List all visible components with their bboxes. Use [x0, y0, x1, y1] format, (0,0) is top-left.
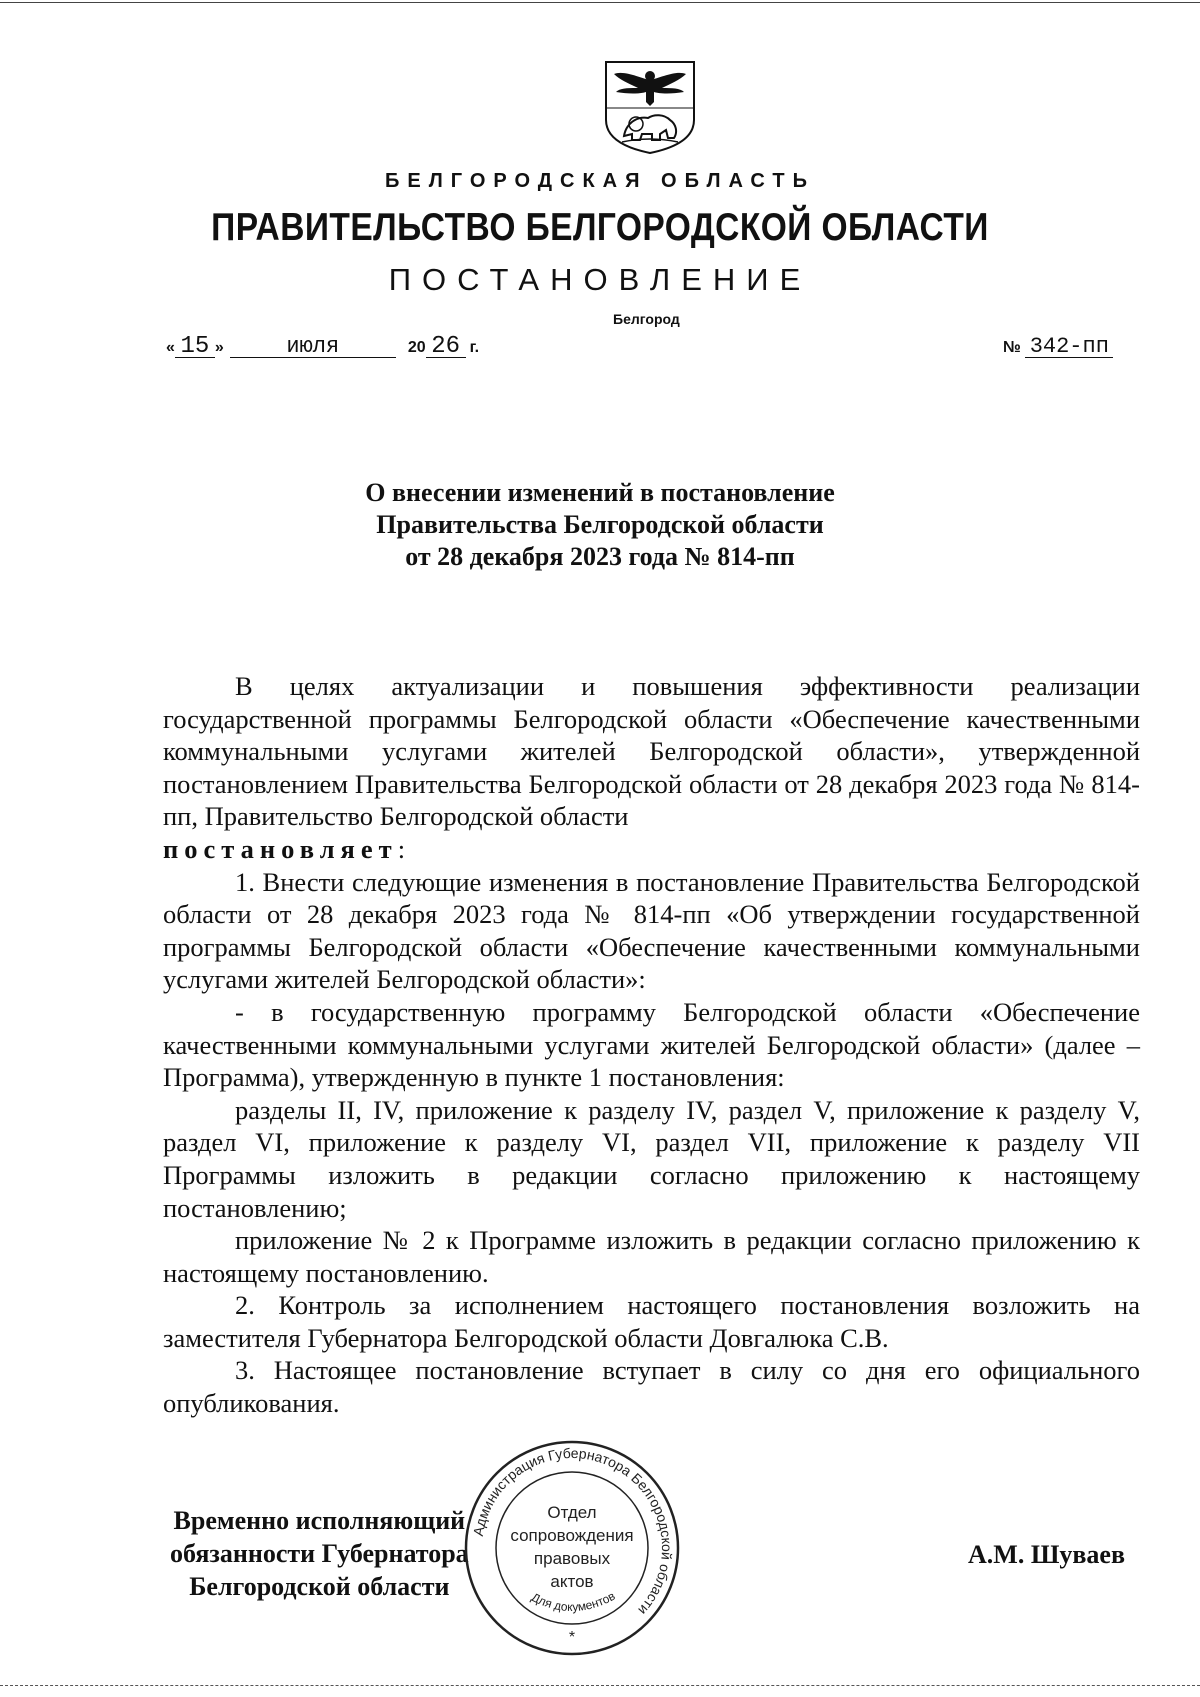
date-year-mark: г.	[469, 339, 480, 356]
signatory-position	[170, 1504, 469, 1603]
item-1-sections-paragraph: разделы II, IV, приложение к разделу IV, раздел V, приложение к разделу V, раздел VI, приложение к разделу VI, раздел VII, приложение к разделу VII Программы изложить в редакции согласно приложению к настоящему постановлению;	[163, 1094, 1140, 1223]
date-close-quote: »	[214, 339, 224, 356]
title-line-2: Правительства Белгородской области	[376, 510, 824, 539]
item-1-dash-paragraph: - в государственную программу Белгородской области «Обеспечение качественными коммунальными услугами жителей Белгородской области» (далее – Программа), утвержденную в пункте 1 постановления:	[163, 996, 1140, 1093]
document-date	[166, 333, 480, 360]
stamp-bottom-textpath: Для документов	[529, 1588, 618, 1615]
number-value: 342-пп	[1025, 337, 1113, 358]
date-year-suffix: 26	[426, 337, 466, 358]
item-3-paragraph: 3. Настоящее постановление вступает в силу со дня его официального опубликования.	[163, 1355, 1140, 1419]
resolves-colon: :	[397, 833, 406, 864]
coat-of-arms-icon	[602, 58, 698, 156]
document-number	[1003, 334, 1113, 359]
preamble-paragraph: В целях актуализации и повышения эффективности реализации государственной программы Белгородской области «Обеспечение качественными коммунальными услугами жителей Белгородской области», утвержденной постановлением Правительства Белгородской области от 28 декабря 2023 года № 814-пп, Правительство Белгородской области	[163, 671, 1140, 832]
position-line-3: Белгородской области	[189, 1572, 450, 1601]
date-year-prefix: 20	[407, 339, 426, 356]
document-title	[0, 477, 1200, 573]
official-stamp	[460, 1436, 684, 1660]
resolves-word: постановляет	[163, 833, 398, 864]
government-heading: ПРАВИТЕЛЬСТВО БЕЛГОРОДСКОЙ ОБЛАСТИ	[211, 206, 989, 249]
signatory-name: А.М. Шуваев	[968, 1540, 1125, 1569]
stamp-center-line-2: сопровождения	[510, 1526, 634, 1545]
region-heading: БЕЛГОРОДСКАЯ ОБЛАСТЬ	[385, 170, 815, 192]
stamp-center-line-4: актов	[550, 1572, 594, 1591]
item-2-paragraph: 2. Контроль за исполнением настоящего постановления возложить на заместителя Губернатора Белгородской области Довгалюка С.В.	[163, 1290, 1140, 1353]
item-1-appendix-paragraph: приложение № 2 к Программе изложить в редакции согласно приложению к настоящему постановлению.	[163, 1225, 1140, 1288]
stamp-center-line-3: правовых	[533, 1549, 611, 1568]
position-line-1: Временно исполняющий	[173, 1506, 466, 1535]
document-body	[163, 670, 1140, 1420]
number-prefix: №	[1003, 339, 1021, 356]
city-label: Белгород	[613, 311, 680, 327]
position-line-2: обязанности Губернатора	[170, 1539, 469, 1568]
document-type-heading: ПОСТАНОВЛЕНИЕ	[388, 262, 812, 297]
stamp-star-icon: *	[568, 1629, 576, 1646]
stamp-ring-textpath: Администрация Губернатора Белгородской области	[469, 1444, 676, 1619]
date-day: 15	[175, 337, 215, 358]
date-open-quote: «	[166, 339, 175, 356]
resolves-line	[163, 833, 1140, 866]
top-border-line	[0, 2, 1200, 3]
date-month: июля	[230, 337, 396, 358]
stamp-center-line-1: Отдел	[547, 1503, 597, 1522]
bottom-border-line	[0, 1685, 1200, 1686]
title-line-1: О внесении изменений в постановление	[365, 478, 835, 507]
title-line-3: от 28 декабря 2023 года № 814-пп	[405, 542, 795, 571]
item-1-paragraph: 1. Внести следующие изменения в постановление Правительства Белгородской области от 28 декабря 2023 года № 814-пп «Об утверждении государственной программы Белгородской области «Обеспечение качественными коммунальными услугами жителей Белгородской области»:	[163, 866, 1140, 995]
